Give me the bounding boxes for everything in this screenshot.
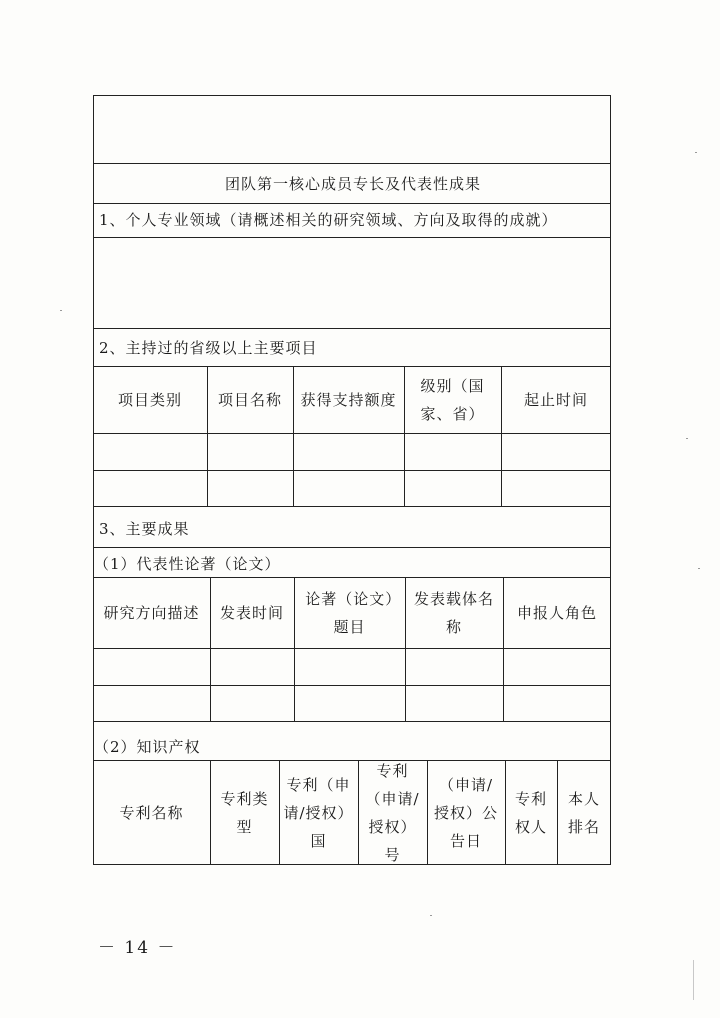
section-title: 团队第一核心成员专长及代表性成果 — [225, 175, 482, 193]
col-header-research-direction: 研究方向描述 — [103, 603, 200, 622]
col-header-patent-type: 专利类型 — [220, 789, 269, 836]
page-number: － 14 － — [98, 938, 177, 958]
publications-heading: （1）代表性论著（论文） — [94, 555, 281, 573]
scan-speck — [686, 438, 688, 439]
col-header-project-type: 项目类别 — [117, 390, 182, 409]
scan-speck — [430, 915, 432, 916]
row-divider — [93, 547, 611, 548]
col-header-announcement-date: （申请/授权）公告日 — [433, 775, 498, 850]
col-header-own-rank: 本人排名 — [567, 789, 600, 836]
row-divider — [93, 237, 611, 238]
row-divider — [93, 163, 611, 164]
scan-speck — [693, 960, 694, 1000]
col-header-patent-number: 专利（申请/授权）号 — [365, 761, 420, 864]
col-header-patent-name: 专利名称 — [119, 803, 184, 822]
scan-speck — [698, 568, 700, 569]
col-header-funding: 获得支持额度 — [300, 390, 397, 409]
col-header-patentee: 专利权人 — [514, 789, 547, 836]
col-header-publication-venue: 发表载体名称 — [413, 589, 494, 636]
row-divider — [93, 433, 611, 434]
row-divider — [93, 328, 611, 329]
projects-heading: 2、主持过的省级以上主要项目 — [99, 339, 318, 357]
row-divider — [93, 685, 611, 686]
scan-speck — [695, 152, 697, 153]
ip-heading: （2）知识产权 — [94, 738, 201, 756]
results-heading: 3、主要成果 — [99, 520, 190, 538]
col-header-period: 起止时间 — [523, 390, 588, 409]
row-divider — [93, 470, 611, 471]
scan-speck — [60, 310, 62, 311]
col-header-publish-time: 发表时间 — [219, 603, 284, 622]
col-header-project-name: 项目名称 — [217, 390, 282, 409]
row-divider — [93, 721, 611, 722]
col-header-applicant-role: 申报人角色 — [516, 603, 597, 622]
col-header-level: 级别（国家、省） — [420, 376, 485, 423]
personal-field-heading: 1、个人专业领域（请概述相关的研究领域、方向及取得的成就） — [99, 211, 558, 229]
col-header-paper-title: 论著（论文）题目 — [305, 589, 394, 636]
col-header-patent-country: 专利（申请/授权）国 — [283, 775, 354, 850]
row-divider — [93, 203, 611, 204]
row-divider — [93, 506, 611, 507]
row-divider — [93, 648, 611, 649]
